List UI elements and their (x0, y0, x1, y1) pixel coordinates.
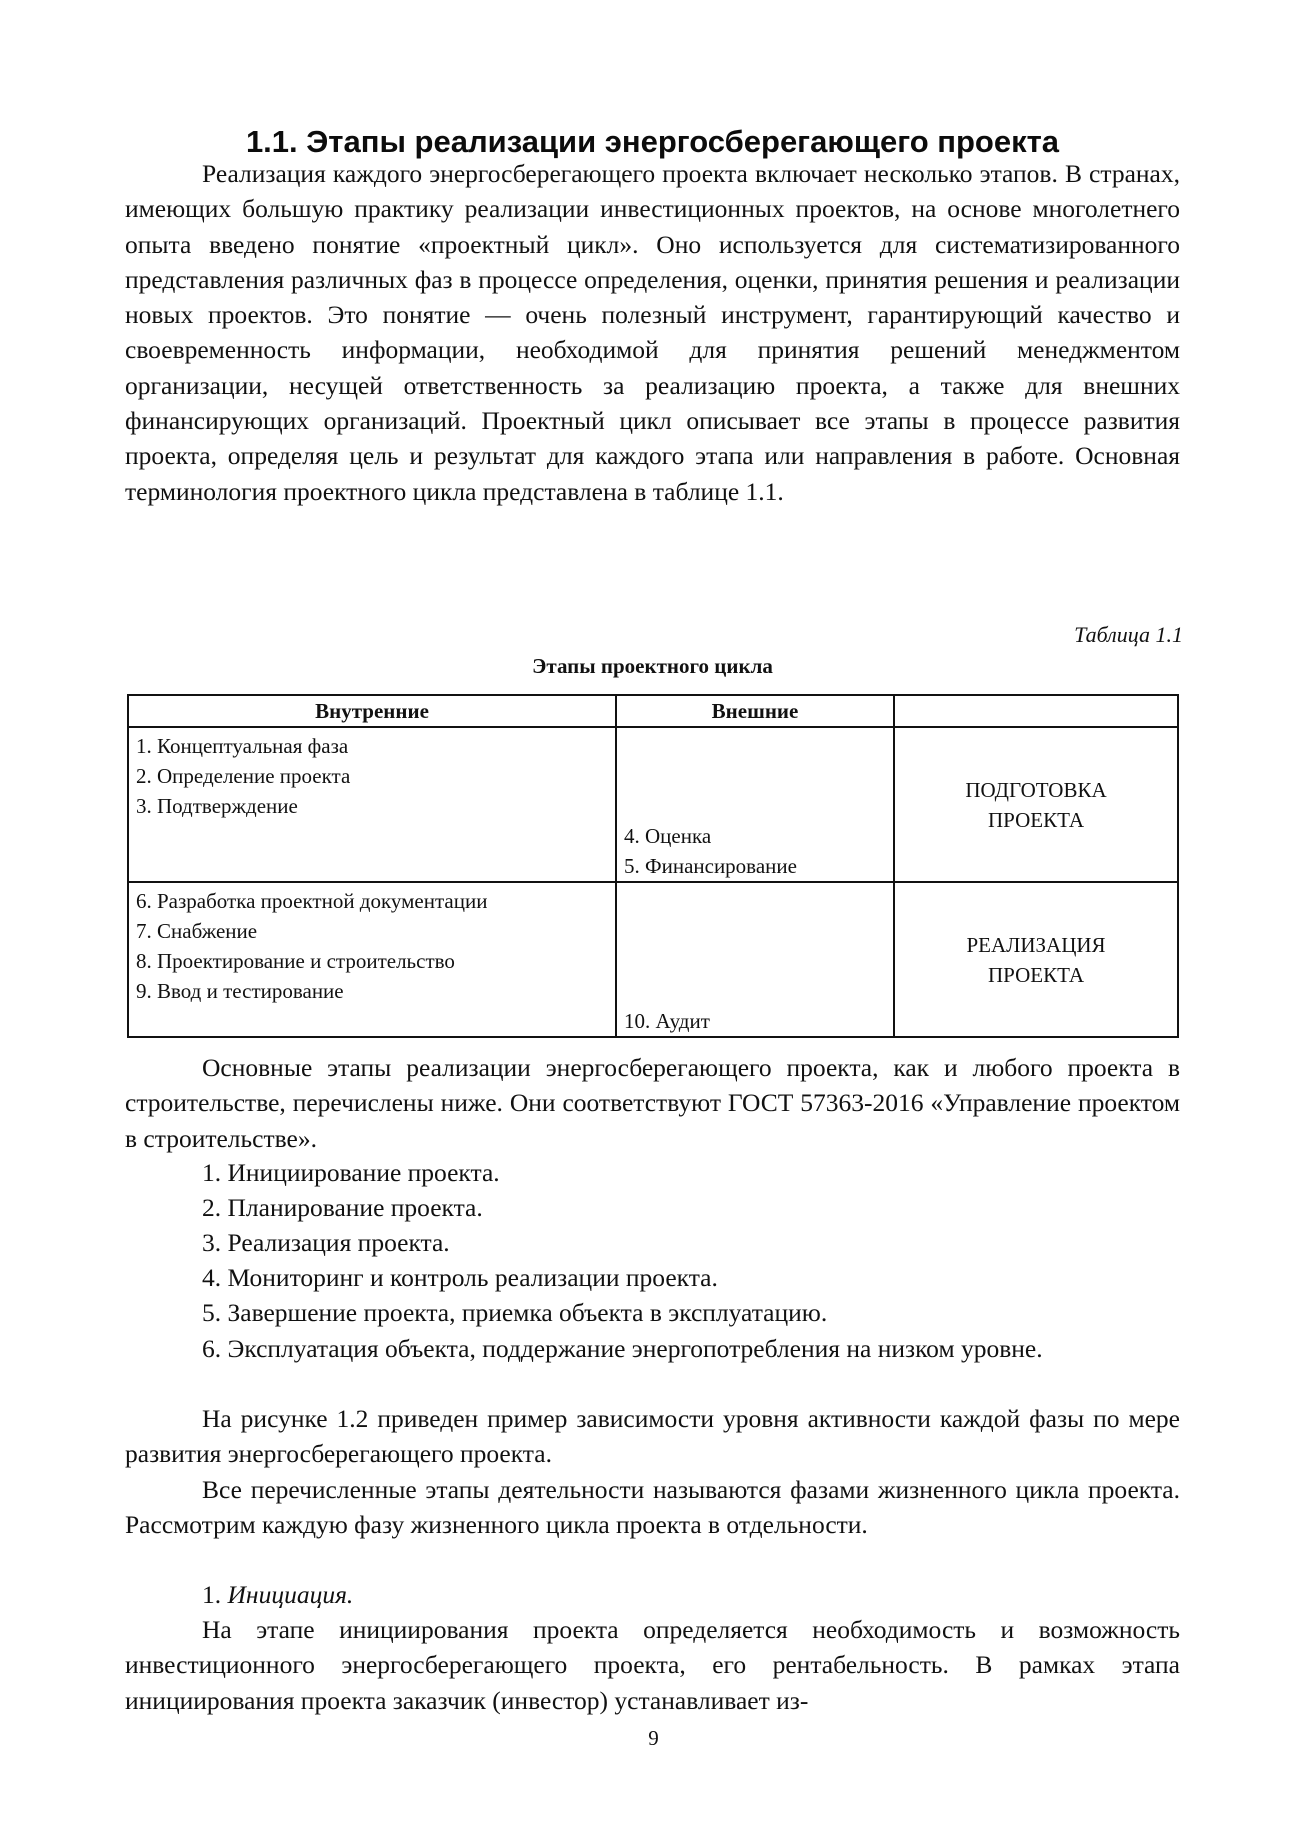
stage-item: 7. Снабжение (136, 919, 258, 943)
header-phase (894, 695, 1178, 727)
stage-item: 8. Проектирование и строительство (136, 949, 455, 973)
stage-item: 10. Аудит (624, 1009, 710, 1033)
stage-item: 9. Ввод и тестирование (136, 979, 344, 1003)
main-stages-paragraph: Основные этапы реализации энергосберегающего проекта, как и любого проекта в строительстве, перечислены ниже. Они соответствуют ГОСТ 57363-2016 «Управление проектом в строительстве». (125, 1053, 1180, 1153)
list-item: 5. Завершение проекта, приемка объекта в эксплуатацию. (202, 1298, 828, 1327)
initiation-paragraph: На этапе инициирования проекта определяется необходимость и возможность инвестиционного энергосберегающего проекта, его рентабельность. В рамках этапа инициирования проекта заказчик (инвестор) устанавливает из- (125, 1615, 1180, 1715)
lifecycle-paragraph: Все перечисленные этапы деятельности называются фазами жизненного цикла проекта. Рассмотрим каждую фазу жизненного цикла проекта в отдельности. (125, 1475, 1180, 1540)
table-caption: Таблица 1.1 (1074, 622, 1183, 647)
list-item: 3. Реализация проекта. (202, 1228, 450, 1257)
phase-cell (894, 727, 1178, 882)
list-item-6: 6. Эксплуатация объекта, поддержание энергопотребления на низком уровне. (202, 1334, 1043, 1363)
page-number: 9 (648, 1726, 659, 1750)
stage-item: 5. Финансирование (624, 854, 797, 878)
table-title: Этапы проектного цикла (532, 654, 773, 678)
initiation-number: 1. (202, 1580, 228, 1609)
figure-ref-paragraph: На рисунке 1.2 приведен пример зависимости уровня активности каждой фазы по мере развития энергосберегающего проекта. (125, 1404, 1180, 1469)
internal-stages-cell (128, 727, 616, 882)
phase-label: ПОДГОТОВКА (965, 777, 1107, 802)
stage-item: 4. Оценка (624, 824, 712, 848)
phase-label: РЕАЛИЗАЦИЯ (966, 932, 1106, 957)
section-heading: 1.1. Этапы реализации энергосберегающего проекта (245, 124, 1060, 159)
external-stages-cell (616, 882, 894, 1037)
stage-item: 3. Подтверждение (136, 794, 298, 818)
initiation-subheading (202, 1577, 1257, 1612)
stage-item: 1. Концептуальная фаза (136, 734, 349, 758)
phase-label: ПРОЕКТА (987, 962, 1085, 987)
table-row (128, 727, 1178, 882)
header-external: Внешние (616, 695, 894, 727)
initiation-title: Инициация. (227, 1580, 354, 1609)
internal-stages-cell (128, 882, 616, 1037)
table-row (128, 882, 1178, 1037)
list-item: 2. Планирование проекта. (202, 1193, 483, 1222)
table-header-row (128, 695, 1178, 727)
project-cycle-table (127, 694, 1179, 1038)
external-stages-cell (616, 727, 894, 882)
header-internal: Внутренние (128, 695, 616, 727)
list-item: 1. Инициирование проекта. (202, 1158, 500, 1187)
intro-paragraph: Реализация каждого энергосберегающего проекта включает несколько этапов. В странах, имеющих большую практику реализации инвестиционных проектов, на основе многолетнего опыта введено понятие «проектный цикл». Оно используется для систематизированного представления различных фаз в процессе определения, оценки, принятия решения и реализации новых проектов. Это понятие — очень полезный инструмент, гарантирующий качество и своевременность информации, необходимой для принятия решений менеджментом организации, несущей ответственность за реализацию проекта, а также для внешних финансирующих организаций. Проектный цикл описывает все этапы в процессе развития проекта, определяя цель и результат для каждого этапа или направления в работе. Основная терминология проектного цикла представлена в таблице 1.1. (125, 159, 1180, 506)
list-item: 4. Мониторинг и контроль реализации проекта. (202, 1263, 718, 1292)
stage-item: 2. Определение проекта (136, 764, 351, 788)
phase-label: ПРОЕКТА (987, 807, 1085, 832)
stage-item: 6. Разработка проектной документации (136, 889, 488, 913)
phase-cell (894, 882, 1178, 1037)
